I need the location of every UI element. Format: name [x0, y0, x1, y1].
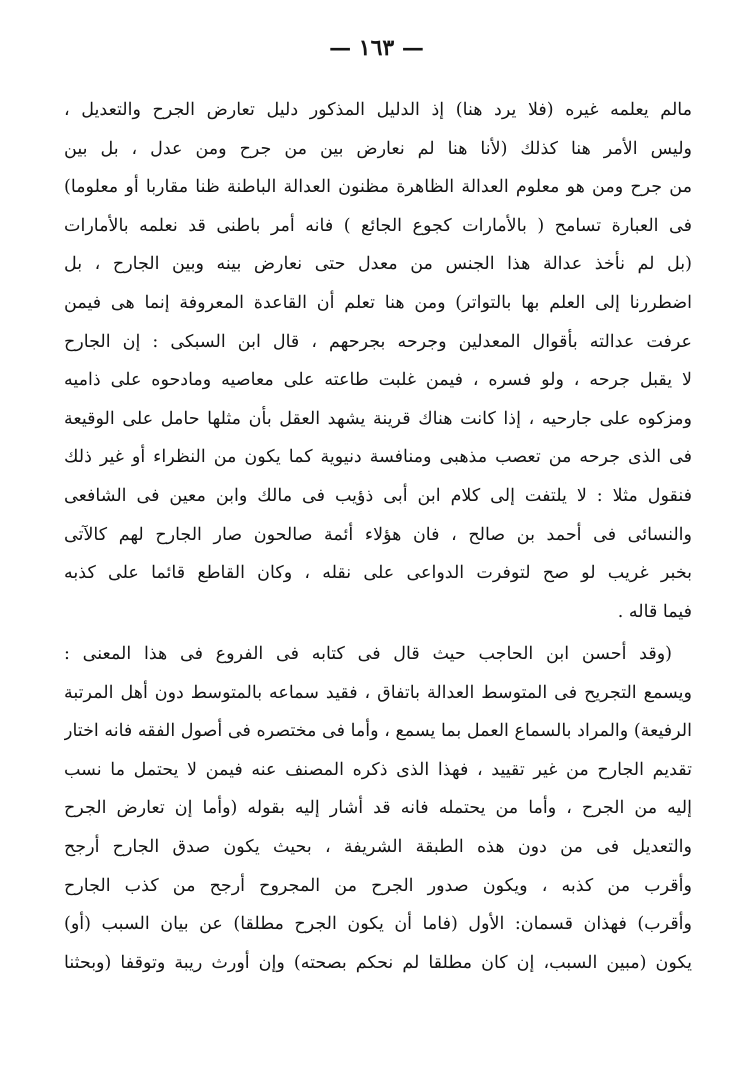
text-line: (وقد أحسن ابن الحاجب حيث قال فى كتابه فى الفروع فى هذا المعنى :	[64, 644, 672, 664]
text-line: فى الذى جرحه من تعصب مذهبى ومنافسة دنيوية كما يكون من النظراء أو غير ذلك	[64, 447, 692, 468]
text-line: وليس الأمر هنا كذلك (لأنا هنا لم نعارض بين من جرح ومن عدل ، بل بين	[64, 138, 692, 159]
page-number: — ١٦٣ —	[329, 35, 424, 61]
paragraph-1	[64, 91, 692, 631]
text-line: فيما قاله .	[617, 601, 692, 622]
paragraph-2	[64, 635, 692, 982]
text-line: والنسائى فى أحمد بن صالح ، فان هؤلاء أئمة صالحون صار الجارح لهم كالآتى	[64, 524, 692, 545]
text-line: فنقول مثلا : لا يلتفت إلى كلام ابن أبى ذؤيب فى مالك وابن معين فى الشافعى	[64, 485, 692, 506]
text-line: والتعديل فى من دون هذه الطبقة الشريفة ، بحيث يكون صدق الجارح أرجح	[64, 836, 692, 857]
text-line: تقديم الجارح من غير تقييد ، فهذا الذى ذكره المصنف عنه فيمن لا يحتمل ما نسب	[64, 759, 692, 780]
text-line: الرفيعة) والمراد بالسماع العمل بما يسمع ، وأما فى مختصره فى أصول الفقه فانه اختار	[64, 721, 692, 742]
text-line: ومزكوه على جارحيه ، إذا كانت هناك قرينة يشهد العقل بأن مثلها حامل على الوقيعة	[64, 408, 692, 429]
text-line: إليه من الجرح ، وأما من يحتمله فانه قد أشار إليه بقوله (وأما إن تعارض الجرح	[64, 798, 692, 819]
text-line: مالم يعلمه غيره (فلا يرد هنا) إذ الدليل المذكور دليل تعارض الجرح والتعديل ،	[64, 100, 692, 120]
text-line: عرفت عدالته بأقوال المعدلين وجرحه بجرحهم ، قال ابن السبكى : إن الجارح	[64, 331, 692, 352]
text-line: يكون (مبين السبب، إن كان مطلقا لم نحكم بصحته) وإن أورث ريبة وتوقفا (وبحثنا	[64, 952, 692, 973]
text-line: فى العبارة تسامح ( بالأمارات كجوع الجائع ) فانه أمر باطنى قد نعلمه بالأمارات	[64, 215, 692, 236]
text-line: وأقرب) فهذان قسمان: الأول (فاما أن يكون الجرح مطلقا) عن بيان السبب (أو)	[64, 914, 692, 935]
text-line: اضطررنا إلى العلم بها بالتواتر) ومن هنا تعلم أن القاعدة المعروفة إنما هى فيمن	[64, 292, 692, 313]
text-line: بخبر غريب لو صح لتوفرت الدواعى على نقله ، وكان القاطع قائما على كذبه	[64, 563, 692, 584]
text-line: ويسمع التجريح فى المتوسط العدالة باتفاق ، فقيد سماعه بالمتوسط دون أهل المرتبة	[64, 682, 692, 703]
text-line: من جرح ومن هو معلوم العدالة الظاهرة مظنون العدالة الباطنة ظنا مقاربا أو معلوما)	[64, 177, 692, 198]
text-line: لا يقبل جرحه ، ولو فسره ، فيمن غلبت طاعته على معاصيه ومادحوه على ذاميه	[64, 370, 692, 391]
text-line: (بل لم نأخذ عدالة هذا الجنس من معدل حتى نعارض بينه وبين الجارح ، بل	[64, 254, 692, 275]
text-line: وأقرب من كذبه ، ويكون صدور الجرح من المجروح أرجح من كذب الجارح	[64, 875, 692, 896]
